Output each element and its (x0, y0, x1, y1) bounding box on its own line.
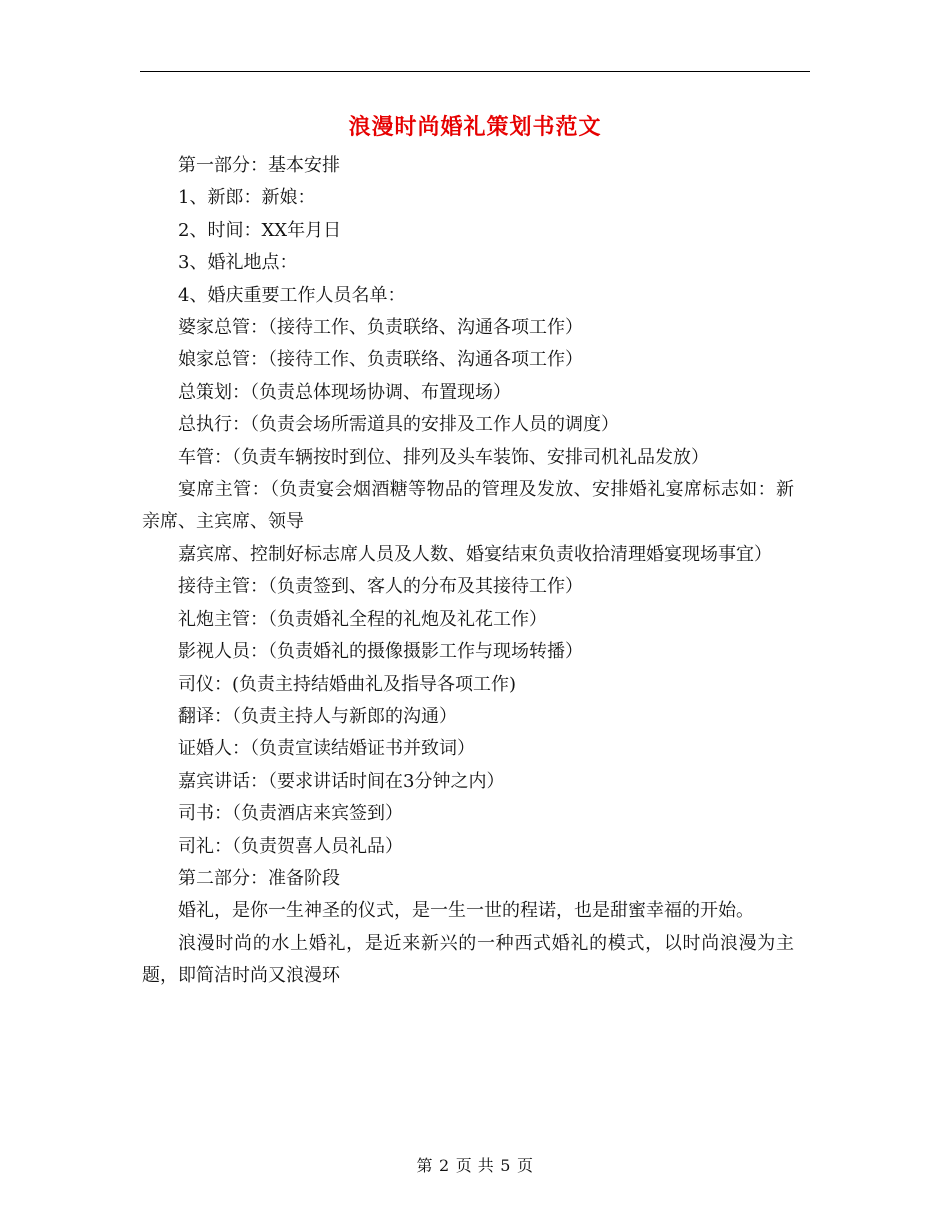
paragraph: 婆家总管：（接待工作、负责联络、沟通各项工作） (178, 317, 583, 339)
paragraph: 婚礼，是你一生神圣的仪式，是一生一世的程诺，也是甜蜜幸福的开始。 (178, 900, 754, 922)
paragraph: 翻译：（负责主持人与新郎的沟通） (178, 705, 457, 727)
footer-mid: 页 共 (455, 1156, 495, 1175)
paragraph: 总执行：（负责会场所需道具的安排及工作人员的调度） (178, 414, 619, 436)
page-footer (0, 1153, 950, 1176)
paragraph: 接待主管：（负责签到、客人的分布及其接待工作） (178, 576, 583, 598)
paragraph: 浪漫时尚的水上婚礼，是近来新兴的一种西式婚礼的模式，以时尚浪漫为主题，即简洁时尚又浪漫环 (142, 932, 794, 987)
footer-suffix: 页 (516, 1156, 534, 1175)
paragraph: 宴席主管：（负责宴会烟酒糖等物品的管理及发放、安排婚礼宴席标志如：新亲席、主宾席、领导 (142, 479, 794, 533)
paragraph: 嘉宾席、控制好标志席人员及人数、婚宴结束负责收拾清理婚宴现场事宜） (178, 543, 772, 565)
paragraph: 3、婚礼地点： (178, 252, 298, 274)
paragraph: 嘉宾讲话：（要求讲话时间在3分钟之内） (178, 770, 505, 792)
total-pages-number: 5 (500, 1156, 511, 1175)
paragraph: 证婚人：（负责宣读结婚证书并致词） (178, 738, 475, 760)
paragraph: 司书：（负责酒店来宾签到） (178, 803, 403, 825)
paragraph: 影视人员：（负责婚礼的摄像摄影工作与现场转播） (178, 641, 583, 663)
paragraph: 第一部分：基本安排 (178, 155, 340, 176)
paragraph: 总策划：（负责总体现场协调、布置现场） (178, 381, 511, 403)
current-page-number: 2 (439, 1156, 450, 1175)
paragraph: 礼炮主管：（负责婚礼全程的礼炮及礼花工作） (178, 608, 547, 630)
paragraph: 1、新郎：新娘： (178, 187, 316, 209)
paragraph: 司仪：(负责主持结婚曲礼及指导各项工作) (178, 673, 517, 695)
footer-prefix: 第 (416, 1156, 434, 1175)
paragraph: 车管：（负责车辆按时到位、排列及头车装饰、安排司机礼品发放） (178, 446, 709, 468)
paragraph: 2、时间：XX年月日 (178, 219, 342, 241)
header-rule (140, 71, 810, 72)
paragraph: 司礼：（负责贺喜人员礼品） (178, 835, 403, 857)
paragraph: 4、婚庆重要工作人员名单： (178, 284, 406, 306)
document-title: 浪漫时尚婚礼策划书范文 (348, 115, 602, 140)
document-body (142, 150, 794, 993)
paragraph: 娘家总管：（接待工作、负责联络、沟通各项工作） (178, 349, 583, 371)
paragraph: 第二部分：准备阶段 (178, 867, 340, 889)
